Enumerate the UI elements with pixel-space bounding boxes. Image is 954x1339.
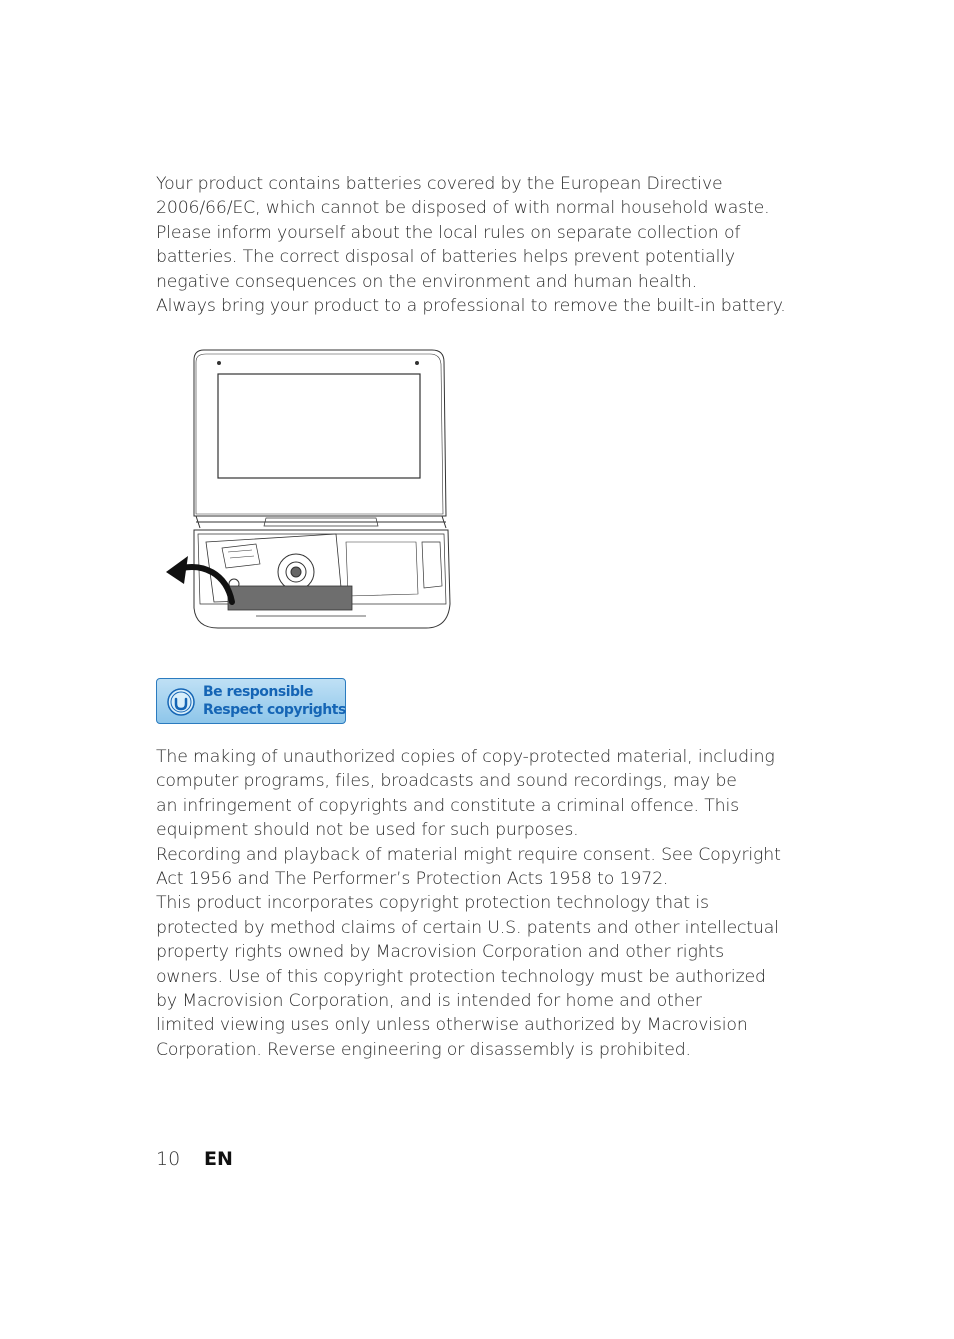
copyright-notice-line: Corporation. Reverse engineering or disassembly is prohibited. <box>156 1039 691 1060</box>
battery-notice-line: batteries. The correct disposal of batteries helps prevent potentially <box>156 247 736 268</box>
copyright-notice-line: Recording and playback of material might require consent. See Copyright <box>156 844 781 865</box>
copyright-notice-line: equipment should not be used for such purposes. <box>156 820 579 841</box>
copyright-notice-line: limited viewing uses only unless otherwise authorized by Macrovision <box>156 1015 748 1036</box>
battery-notice-line: Your product contains batteries covered by the European Directive <box>156 174 723 194</box>
copyright-notice-line: an infringement of copyrights and constitute a criminal offence. This <box>156 795 739 816</box>
copyright-notice-line: owners. Use of this copyright protection technology must be authorized <box>156 966 766 987</box>
battery-notice-line: negative consequences on the environment and human health. <box>156 271 697 292</box>
language-code: EN <box>204 1148 233 1170</box>
badge-line-1: Be responsible <box>203 684 313 700</box>
copyright-notice-line: by Macrovision Corporation, and is intended for home and other <box>156 991 702 1012</box>
page-number: 10 <box>156 1148 181 1170</box>
copyright-notice-line: The making of unauthorized copies of copy-protected material, including <box>156 747 775 767</box>
battery-notice-line: Always bring your product to a professional to remove the built-in battery. <box>156 296 786 317</box>
copyright-notice-line: protected by method claims of certain U.S. patents and other intellectual <box>156 917 779 938</box>
badge-line-2: Respect copyrights <box>203 702 346 718</box>
copyright-notice-line: property rights owned by Macrovision Corporation and other rights <box>156 942 724 963</box>
copyright-notice-line: computer programs, files, broadcasts and sound recordings, may be <box>156 771 737 792</box>
be-responsible-badge <box>156 678 346 724</box>
power-circle-icon <box>166 687 196 717</box>
battery-notice-line: 2006/66/EC, which cannot be disposed of with normal household waste. <box>156 198 770 219</box>
copyright-notice <box>156 745 781 1062</box>
battery-notice <box>156 172 786 318</box>
battery-removal-illustration <box>156 346 456 634</box>
battery-notice-line: Please inform yourself about the local rules on separate collection of <box>156 222 741 243</box>
copyright-notice-line: This product incorporates copyright protection technology that is <box>156 893 709 914</box>
copyright-notice-line: Act 1956 and The Performer’s Protection Acts 1958 to 1972. <box>156 869 669 890</box>
